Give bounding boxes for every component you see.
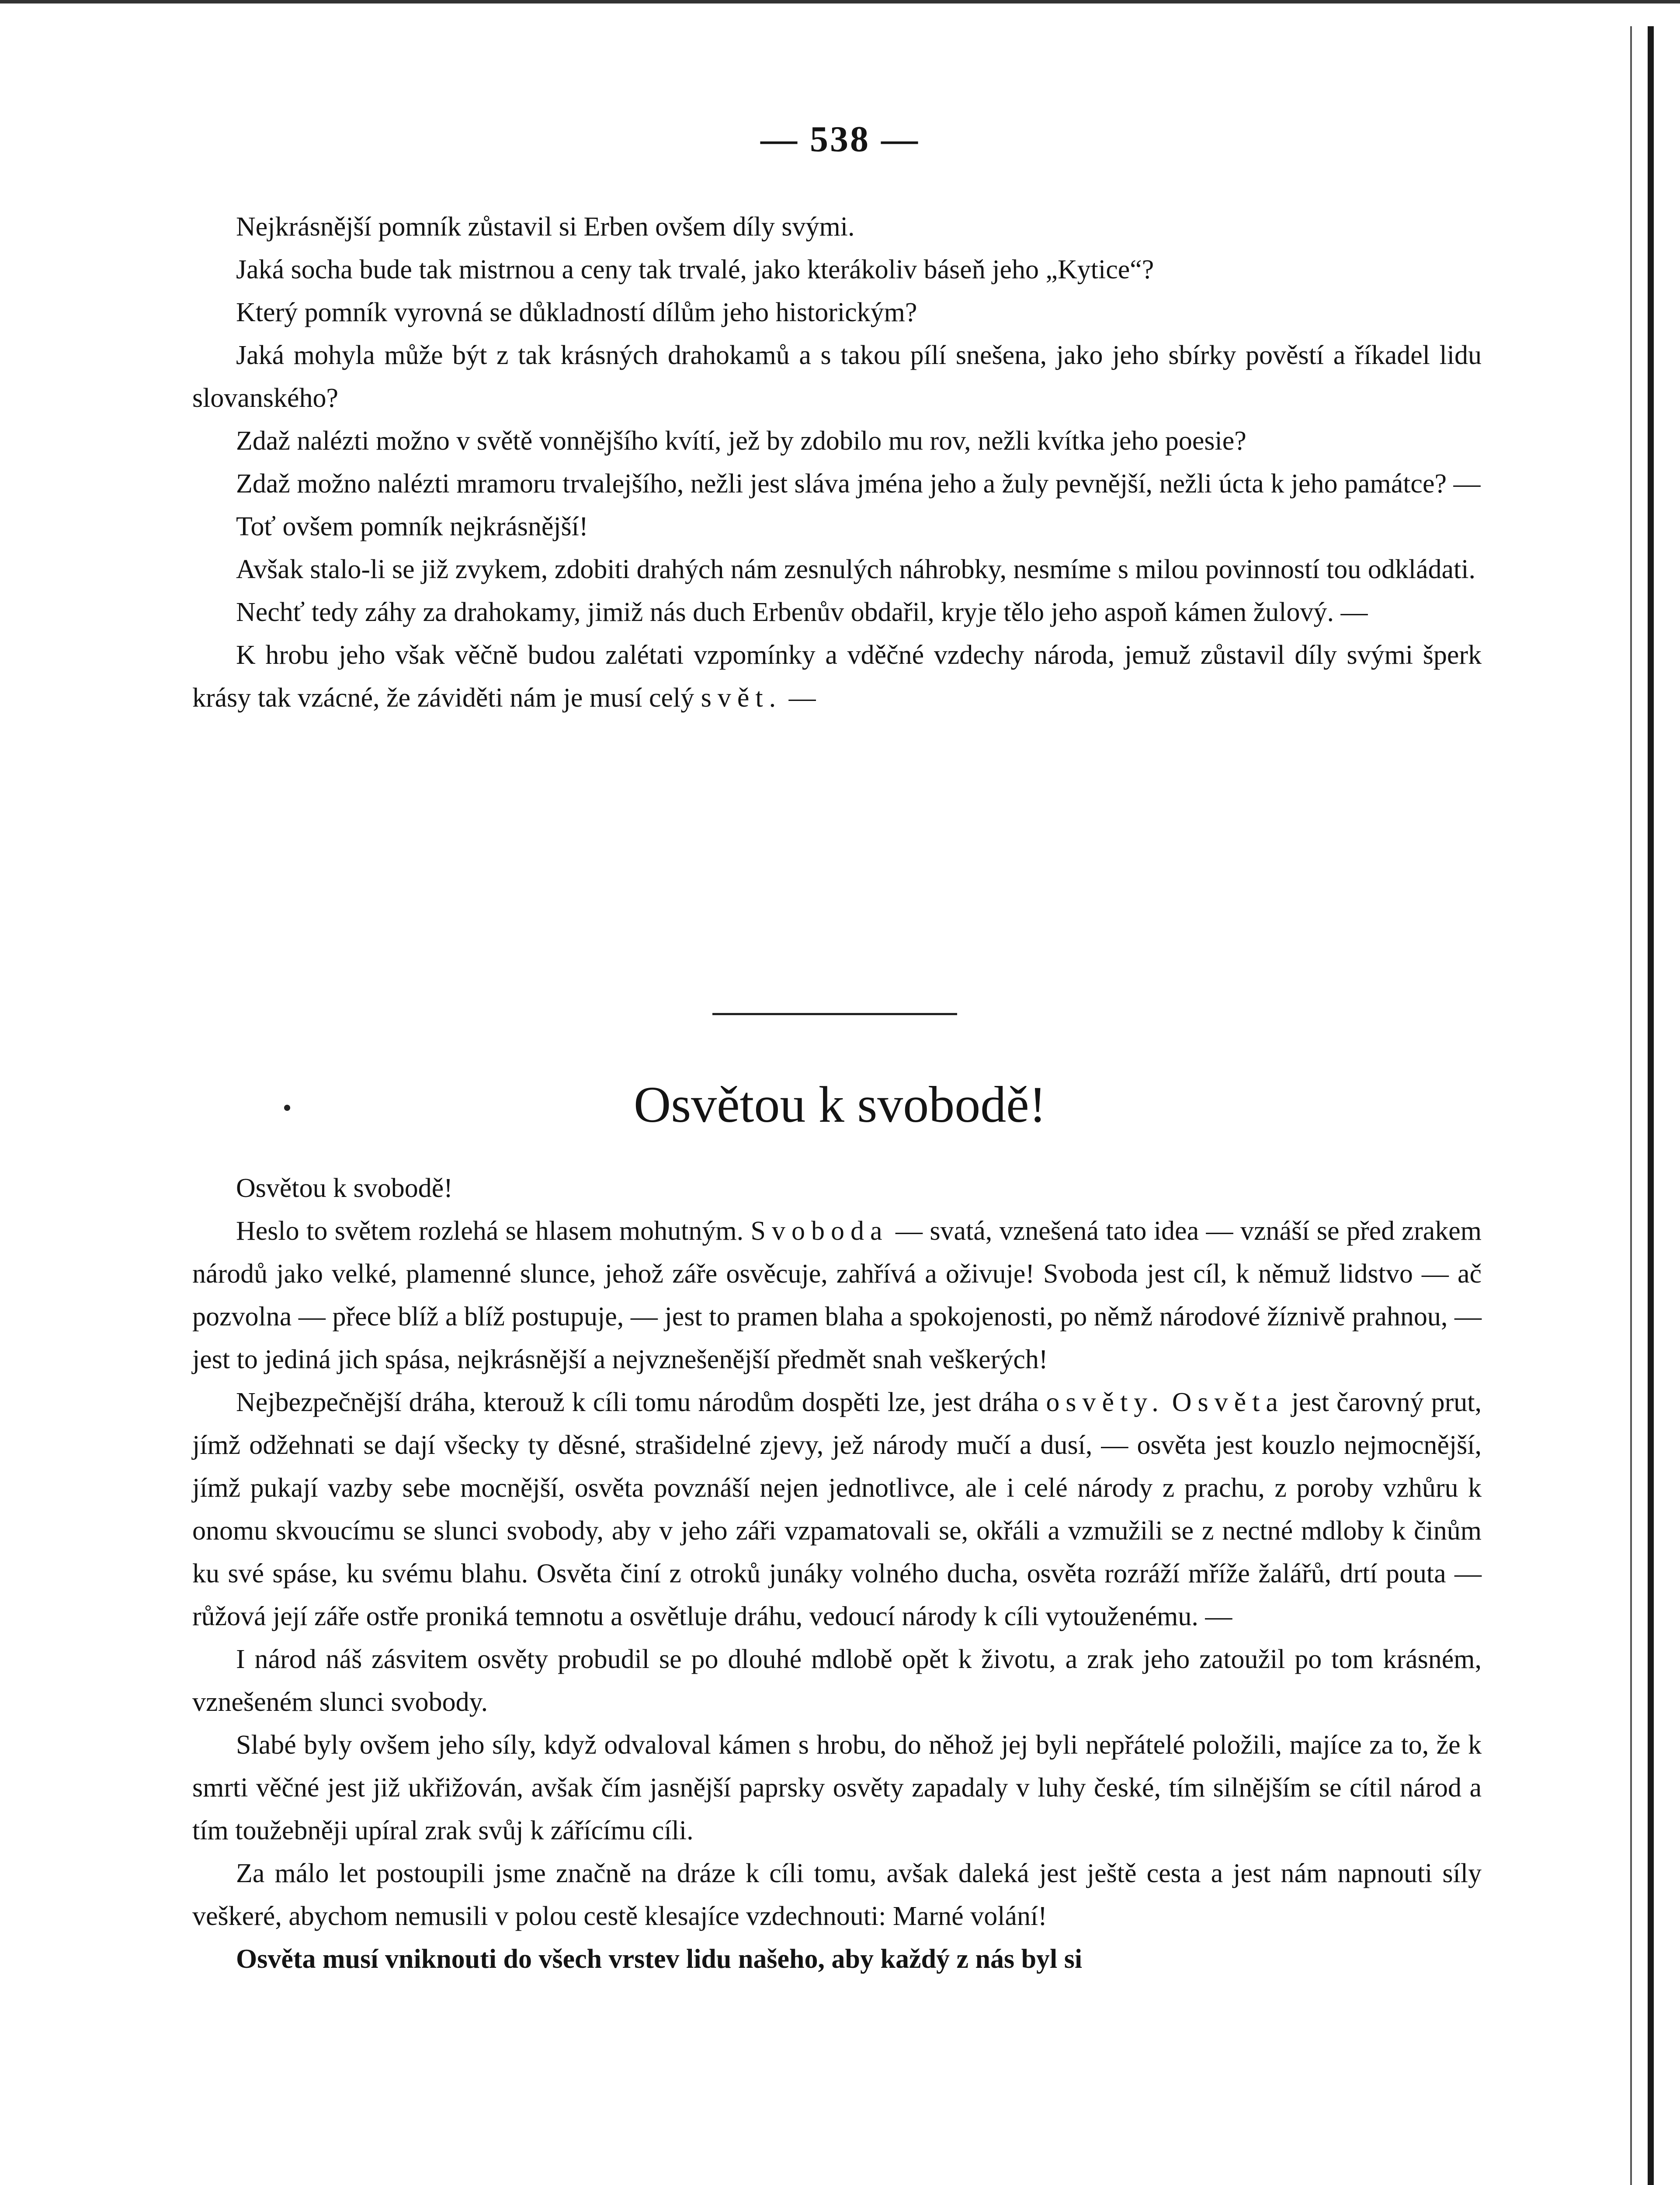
spaced-text: svět.	[701, 683, 782, 713]
paragraph: Toť ovšem pomník nejkrásnější!	[236, 512, 588, 541]
text-run: —	[782, 683, 816, 713]
section1-body	[192, 205, 1482, 719]
paragraph	[192, 1381, 1482, 1638]
spaced-text: Osvěta	[1172, 1387, 1284, 1417]
paragraph: Avšak stalo-li se již zvykem, zdobiti drahých nám zesnulých náhrobky, nesmíme s milou povinností tou odkládati.	[236, 555, 1475, 584]
paragraph: Zdaž nalézti možno v světě vonnějšího kvítí, jež by zdobilo mu rov, nežli kvítka jeho poesie?	[236, 426, 1246, 456]
spaced-text: Svoboda	[750, 1216, 889, 1246]
paragraph: Který pomník vyrovná se důkladností dílům jeho historickým?	[236, 298, 917, 327]
section-divider	[712, 1013, 957, 1015]
section-heading: Osvětou k svobodě!	[634, 1076, 1046, 1133]
paragraph: Nejkrásnější pomník zůstavil si Erben ovšem díly svými.	[236, 212, 855, 242]
paragraph-last	[192, 634, 1482, 719]
text-run	[1165, 1387, 1172, 1417]
paragraph: Slabé byly ovšem jeho síly, když odvaloval kámen s hrobu, do něhož jej byli nepřátelé položili, majíce za to, že k smrti věčné jest již ukřižován, avšak čím jasnější paprsky osvěty zapadaly v luhy české, tím silnějším se cítil národ a tím toužebněji upíral zrak svůj k zářícímu cíli.	[192, 1730, 1482, 1845]
paragraph: Jaká mohyla může být z tak krásných drahokamů a s takou pílí snešena, jako jeho sbírky pověstí a říkadel lidu slovanského?	[192, 340, 1482, 413]
paragraph	[192, 1210, 1482, 1381]
paragraph: Zdaž možno nalézti mramoru trvalejšího, nežli jest sláva jména jeho a žuly pevnější, nežli úcta k jeho památce? —	[236, 469, 1481, 499]
section2-body	[192, 1167, 1482, 1980]
scan-edge-top	[0, 0, 1680, 3]
paragraph: Osvěta musí vniknouti do všech vrstev lidu našeho, aby každý z nás byl si	[236, 1944, 1083, 1974]
paragraph: Jaká socha bude tak mistrnou a ceny tak trvalé, jako kterákoliv báseň jeho „Kytice“?	[236, 255, 1154, 284]
text-run: jest čarovný prut, jímž odžehnati se dají všecky ty děsné, strašidelné zjevy, jež národy mučí a dusí, — osvěta jest kouzlo nejmocnější, jímž pukají vazby sebe mocnější, osvěta povznáší nejen jednotlivce, ale i celé národy z prachu, z poroby vzhůru k onomu skvoucímu se slunci svobody, aby v jeho záři vzpamatovali se, okřáli a vzmužili se z nectné mdloby k činům ku své spáse, ku svému blahu. Osvěta činí z otroků junáky volného ducha, osvěta rozráží mříže žalářů, drtí pouta — růžová její záře ostře proniká temnotu a osvětluje dráhu, vedoucí národy k cíli vytouženému. —	[192, 1387, 1482, 1631]
text-run: Heslo to světem rozlehá se hlasem mohutným.	[236, 1216, 751, 1246]
paragraph: Nechť tedy záhy za drahokamy, jimiž nás duch Erbenův obdařil, kryje tělo jeho aspoň kámen žulový. —	[236, 597, 1368, 627]
paragraph: Osvětou k svobodě!	[236, 1173, 453, 1203]
text-run: — svatá, vznešená tato idea — vznáší se před zrakem národů jako velké, plamenné slunce, jehož záře osvěcuje, zahřívá a oživuje! Svoboda jest cíl, k němuž lidstvo — ač pozvolna — přece blíž a blíž postupuje, — jest to pramen blaha a spokojenosti, po němž národové žíznivě prahnou, — jest to jediná jich spása, nejkrásnější a nejvznešenější předmět snah veškerých!	[192, 1216, 1482, 1374]
text-run: K hrobu jeho však věčně budou zalétati vzpomínky a vděčné vzdechy národa, jemuž zůstavil díly svými šperk krásy tak vzácné, že záviděti nám je musí celý	[192, 640, 1482, 713]
text-run: Nejbezpečnější dráha, kterouž k cíli tomu národům dospěti lze, jest dráha	[236, 1387, 1046, 1417]
paragraph: Za málo let postoupili jsme značně na dráze k cíli tomu, avšak daleká jest ještě cesta a jest nám napnouti síly veškeré, abychom nemusili v polou cestě klesajíce vzdechnouti: Marné volání!	[192, 1859, 1482, 1931]
page-number: — 538 —	[760, 119, 920, 160]
paragraph: I národ náš zásvitem osvěty probudil se po dlouhé mdlobě opět k životu, a zrak jeho zatoužil po tom krásném, vznešeném slunci svobody.	[192, 1644, 1482, 1717]
spaced-text: osvěty.	[1046, 1387, 1165, 1417]
